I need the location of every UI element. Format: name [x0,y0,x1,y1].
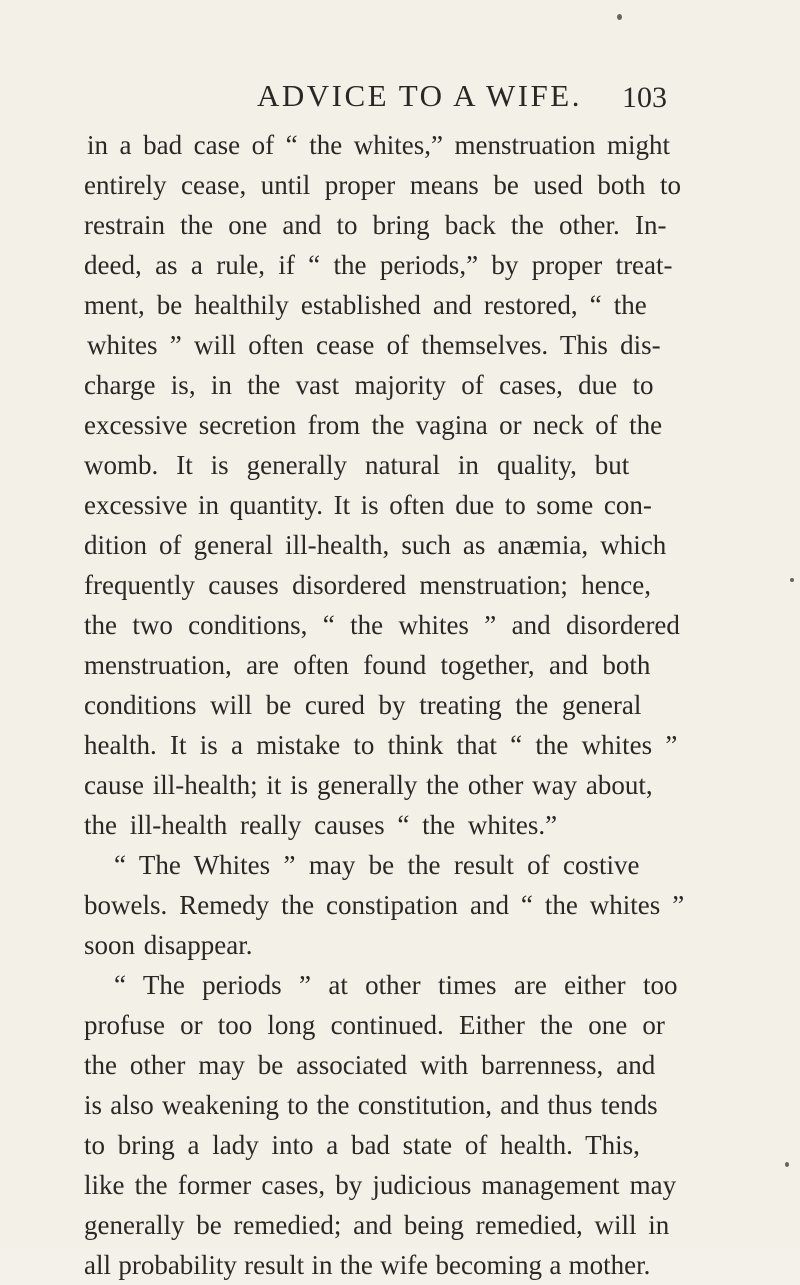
text-line: deed, as a rule, if “ the periods,” by proper treat- [84,250,673,280]
text-line: in a bad case of “ the whites,” menstruation might [87,130,671,160]
running-head-title: ADVICE TO A WIFE. [257,78,582,113]
text-line: “ The periods ” at other times are either too [114,970,678,1000]
text-line: ment, be healthily established and restored, “ the [84,290,647,320]
text-line: cause ill-health; it is generally the other way about, [84,770,653,800]
text-line: dition of general ill-health, such as anæmia, which [84,530,667,560]
text-line: frequently causes disordered menstruation; hence, [84,570,651,600]
text-line: “ The Whites ” may be the result of costive [114,850,640,880]
text-line: soon disappear. [84,930,253,960]
text-line: menstruation, are often found together, and both [84,650,651,680]
text-line: is also weakening to the constitution, and thus tends [84,1090,658,1120]
text-line: the two conditions, “ the whites ” and disordered [84,610,680,640]
text-line: whites ” will often cease of themselves. This dis- [87,330,661,360]
text-line: excessive secretion from the vagina or neck of the [84,410,663,440]
text-line: profuse or too long continued. Either the one or [84,1010,665,1040]
ink-speck-bottom [785,1162,789,1167]
text-line: generally be remedied; and being remedied, will in [84,1210,670,1240]
page-number: 103 [622,81,667,114]
text-line: bowels. Remedy the constipation and “ the whites ” [84,890,685,920]
text-line: charge is, in the vast majority of cases, due to [84,370,654,400]
running-header [0,76,800,116]
text-line: like the former cases, by judicious management may [84,1170,677,1200]
text-line: conditions will be cured by treating the general [84,690,642,720]
text-line: to bring a lady into a bad state of health. This, [84,1130,640,1160]
ink-speck-right [790,578,794,582]
text-line: womb. It is generally natural in quality, but [84,450,630,480]
text-line: all probability result in the wife becoming a mother. [84,1250,651,1280]
ink-speck-top [617,14,622,20]
text-line: the ill-health really causes “ the whites.” [84,810,558,840]
text-line: entirely cease, until proper means be used both to [84,170,681,200]
text-line: the other may be associated with barrenness, and [84,1050,656,1080]
text-line: restrain the one and to bring back the other. In- [84,210,667,240]
text-line: health. It is a mistake to think that “ the whites ” [84,730,678,760]
text-line: excessive in quantity. It is often due to some con- [84,490,652,520]
